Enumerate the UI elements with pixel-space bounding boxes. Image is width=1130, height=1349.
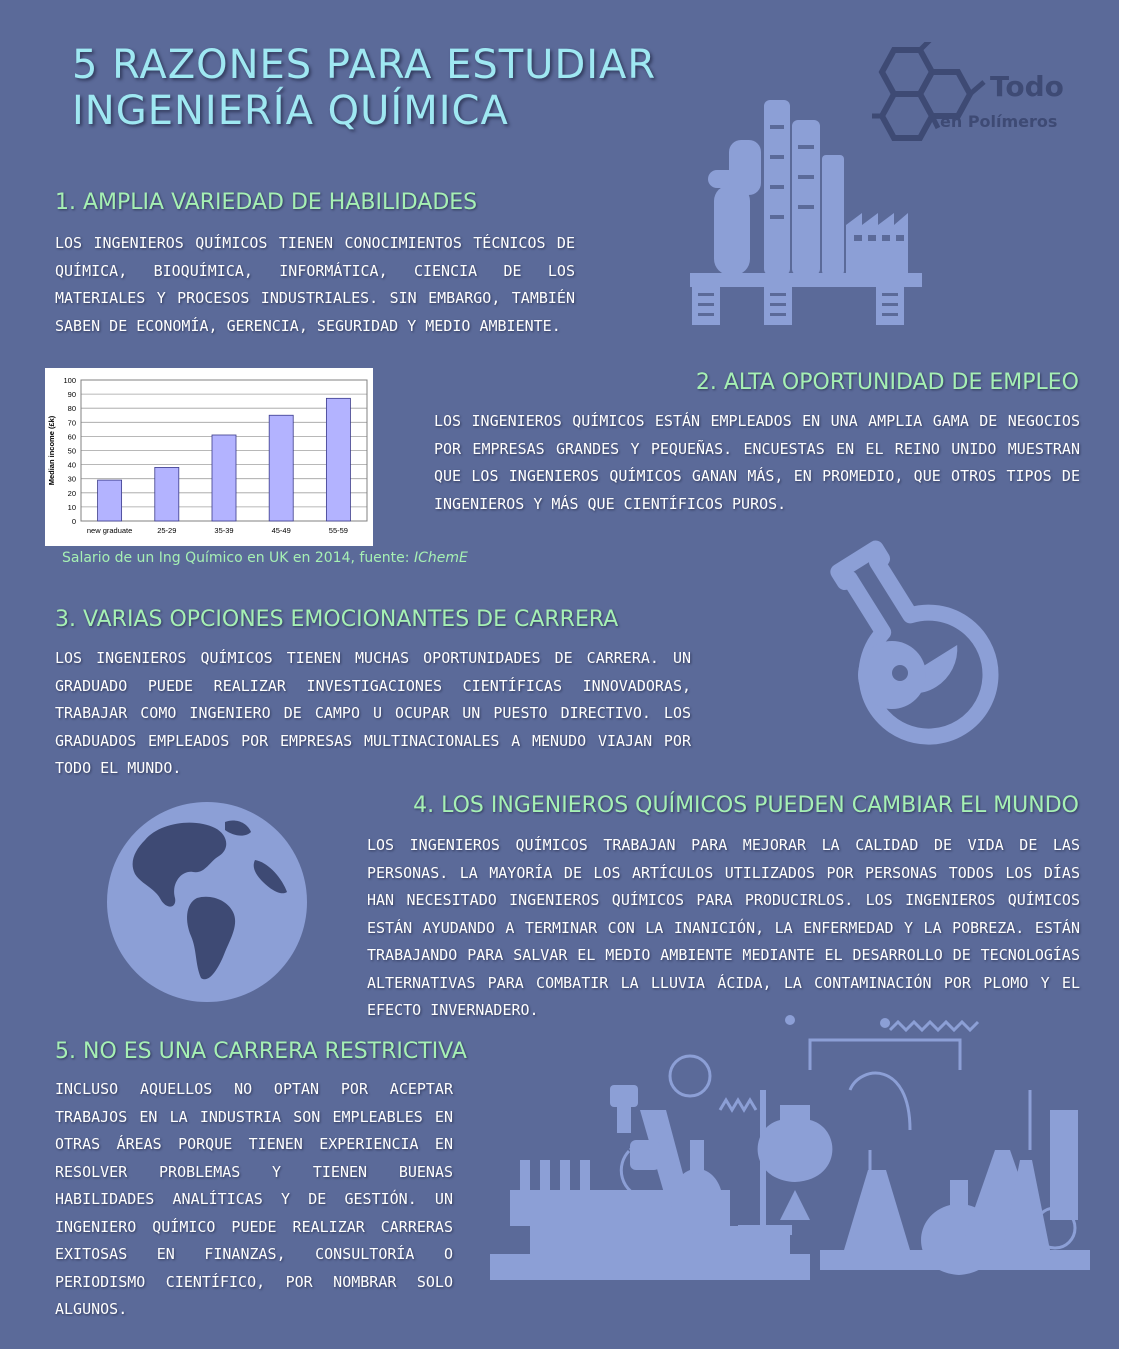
section-1-heading: 1. AMPLIA VARIEDAD DE HABILIDADES	[55, 190, 478, 215]
salary-chart-svg	[45, 368, 373, 546]
bar-new graduate	[98, 480, 122, 521]
chart-caption	[62, 550, 468, 566]
chart-caption-source: IChemE	[413, 550, 468, 566]
section-2-text: LOS INGENIEROS QUÍMICOS ESTÁN EMPLEADOS EN UNA AMPLIA GAMA DE NEGOCIOS POR EMPRESAS GRANDES Y PEQUEÑAS. ENCUESTAS EN EL REINO UNIDO MUESTRAN QUE LOS INGENIEROS QUÍMICOS GANAN MÁS, EN PROMEDIO, QUE OTROS TIPOS DE INGENIEROS Y MÁS QUE CIENTÍFICOS PUROS.	[434, 412, 1080, 513]
section-3-heading: 3. VARIAS OPCIONES EMOCIONANTES DE CARRERA	[55, 607, 619, 632]
x-tick-label-55-59: 55-59	[328, 526, 348, 535]
y-tick-label-20: 20	[67, 488, 76, 498]
y-tick-label-60: 60	[67, 432, 76, 442]
bar-25-29	[155, 467, 179, 521]
laboratory-icon	[490, 1010, 1100, 1295]
section-4-text: LOS INGENIEROS QUÍMICOS TRABAJAN PARA MEJORAR LA CALIDAD DE VIDA DE LAS PERSONAS. LA MAYORÍA DE LOS ARTÍCULOS UTILIZADOS POR PERSONAS TODOS LOS DÍAS HAN NECESITADO INGENIEROS QUÍMICOS PARA PRODUCIRLOS. LOS INGENIEROS QUÍMICOS ESTÁN AYUDANDO A TERMINAR CON LA INANICIÓN, LA ENFERMEDAD Y LA POBREZA. ESTÁN TRABAJANDO PARA SALVAR EL MEDIO AMBIENTE MEDIANTE EL DESARROLLO DE TECNOLOGÍAS ALTERNATIVAS PARA COMBATIR LA LLUVIA ÁCIDA, LA CONTAMINACIÓN POR PLOMO Y EL EFECTO INVERNADERO.	[367, 836, 1080, 1019]
page-title	[72, 42, 656, 134]
section-3-text: LOS INGENIEROS QUÍMICOS TIENEN MUCHAS OPORTUNIDADES DE CARRERA. UN GRADUADO PUEDE REALIZAR INVESTIGACIONES CIENTÍFICAS INNOVADORAS, TRABAJAR COMO INGENIERO DE CAMPO U OCUPAR UN PUESTO DIRECTIVO. LOS GRADUADOS EMPLEADOS POR EMPRESAS MULTINACIONALES A MENUDO VIAJAN POR TODO EL MUNDO.	[55, 649, 691, 777]
y-tick-label-70: 70	[67, 418, 76, 428]
flask-icon	[770, 525, 1010, 765]
y-tick-label-80: 80	[67, 404, 76, 414]
section-1-text: LOS INGENIEROS QUÍMICOS TIENEN CONOCIMIENTOS TÉCNICOS DE QUÍMICA, BIOQUÍMICA, INFORMÁTICA, CIENCIA DE LOS MATERIALES Y PROCESOS INDUSTRIALES. SIN EMBARGO, TAMBIÉN SABEN DE ECONOMÍA, GERENCIA, SEGURIDAD Y MEDIO AMBIENTE.	[55, 234, 575, 335]
y-tick-label-10: 10	[67, 502, 76, 512]
y-tick-label-90: 90	[67, 390, 76, 400]
logo-subtitle: en Polímeros	[940, 112, 1058, 131]
title-line-2: INGENIERÍA QUÍMICA	[72, 88, 509, 134]
x-tick-label-35-39: 35-39	[214, 526, 234, 535]
globe-icon	[105, 800, 310, 1005]
salary-chart	[45, 368, 373, 546]
y-tick-label-40: 40	[67, 460, 76, 470]
section-4-heading: 4. LOS INGENIEROS QUÍMICOS PUEDEN CAMBIAR EL MUNDO	[413, 793, 1079, 818]
bar-55-59	[326, 398, 350, 521]
x-tick-label-new graduate: new graduate	[86, 526, 133, 535]
section-5-text: INCLUSO AQUELLOS NO OPTAN POR ACEPTAR TRABAJOS EN LA INDUSTRIA SON EMPLEABLES EN OTRAS ÁREAS PORQUE TIENEN EXPERIENCIA EN RESOLVER PROBLEMAS Y TIENEN BUENAS HABILIDADES ANALÍTICAS Y DE GESTIÓN. UN INGENIERO QUÍMICO PUEDE REALIZAR CARRERAS EXITOSAS EN FINANZAS, CONSULTORÍA O PERIODISMO CIENTÍFICO, POR NOMBRAR SOLO ALGUNOS.	[55, 1080, 453, 1318]
section-5-heading: 5. NO ES UNA CARRERA RESTRICTIVA	[55, 1039, 467, 1064]
bar-35-39	[212, 435, 236, 521]
x-tick-label-45-49: 45-49	[271, 526, 291, 535]
y-tick-label-0: 0	[71, 517, 76, 526]
bar-45-49	[269, 415, 293, 521]
logo-name: Todo	[990, 70, 1064, 103]
y-tick-label-100: 100	[63, 376, 76, 385]
factory-icon	[686, 95, 926, 330]
y-tick-label-50: 50	[67, 446, 76, 456]
chart-caption-text: Salario de un Ing Químico en UK en 2014, fuente:	[62, 550, 414, 566]
y-tick-label-30: 30	[67, 474, 76, 484]
x-tick-label-25-29: 25-29	[157, 526, 177, 535]
section-2-heading: 2. ALTA OPORTUNIDAD DE EMPLEO	[695, 370, 1079, 395]
title-line-1: 5 RAZONES PARA ESTUDIAR	[72, 42, 657, 88]
y-axis-label: Median income (£k)	[47, 415, 56, 486]
